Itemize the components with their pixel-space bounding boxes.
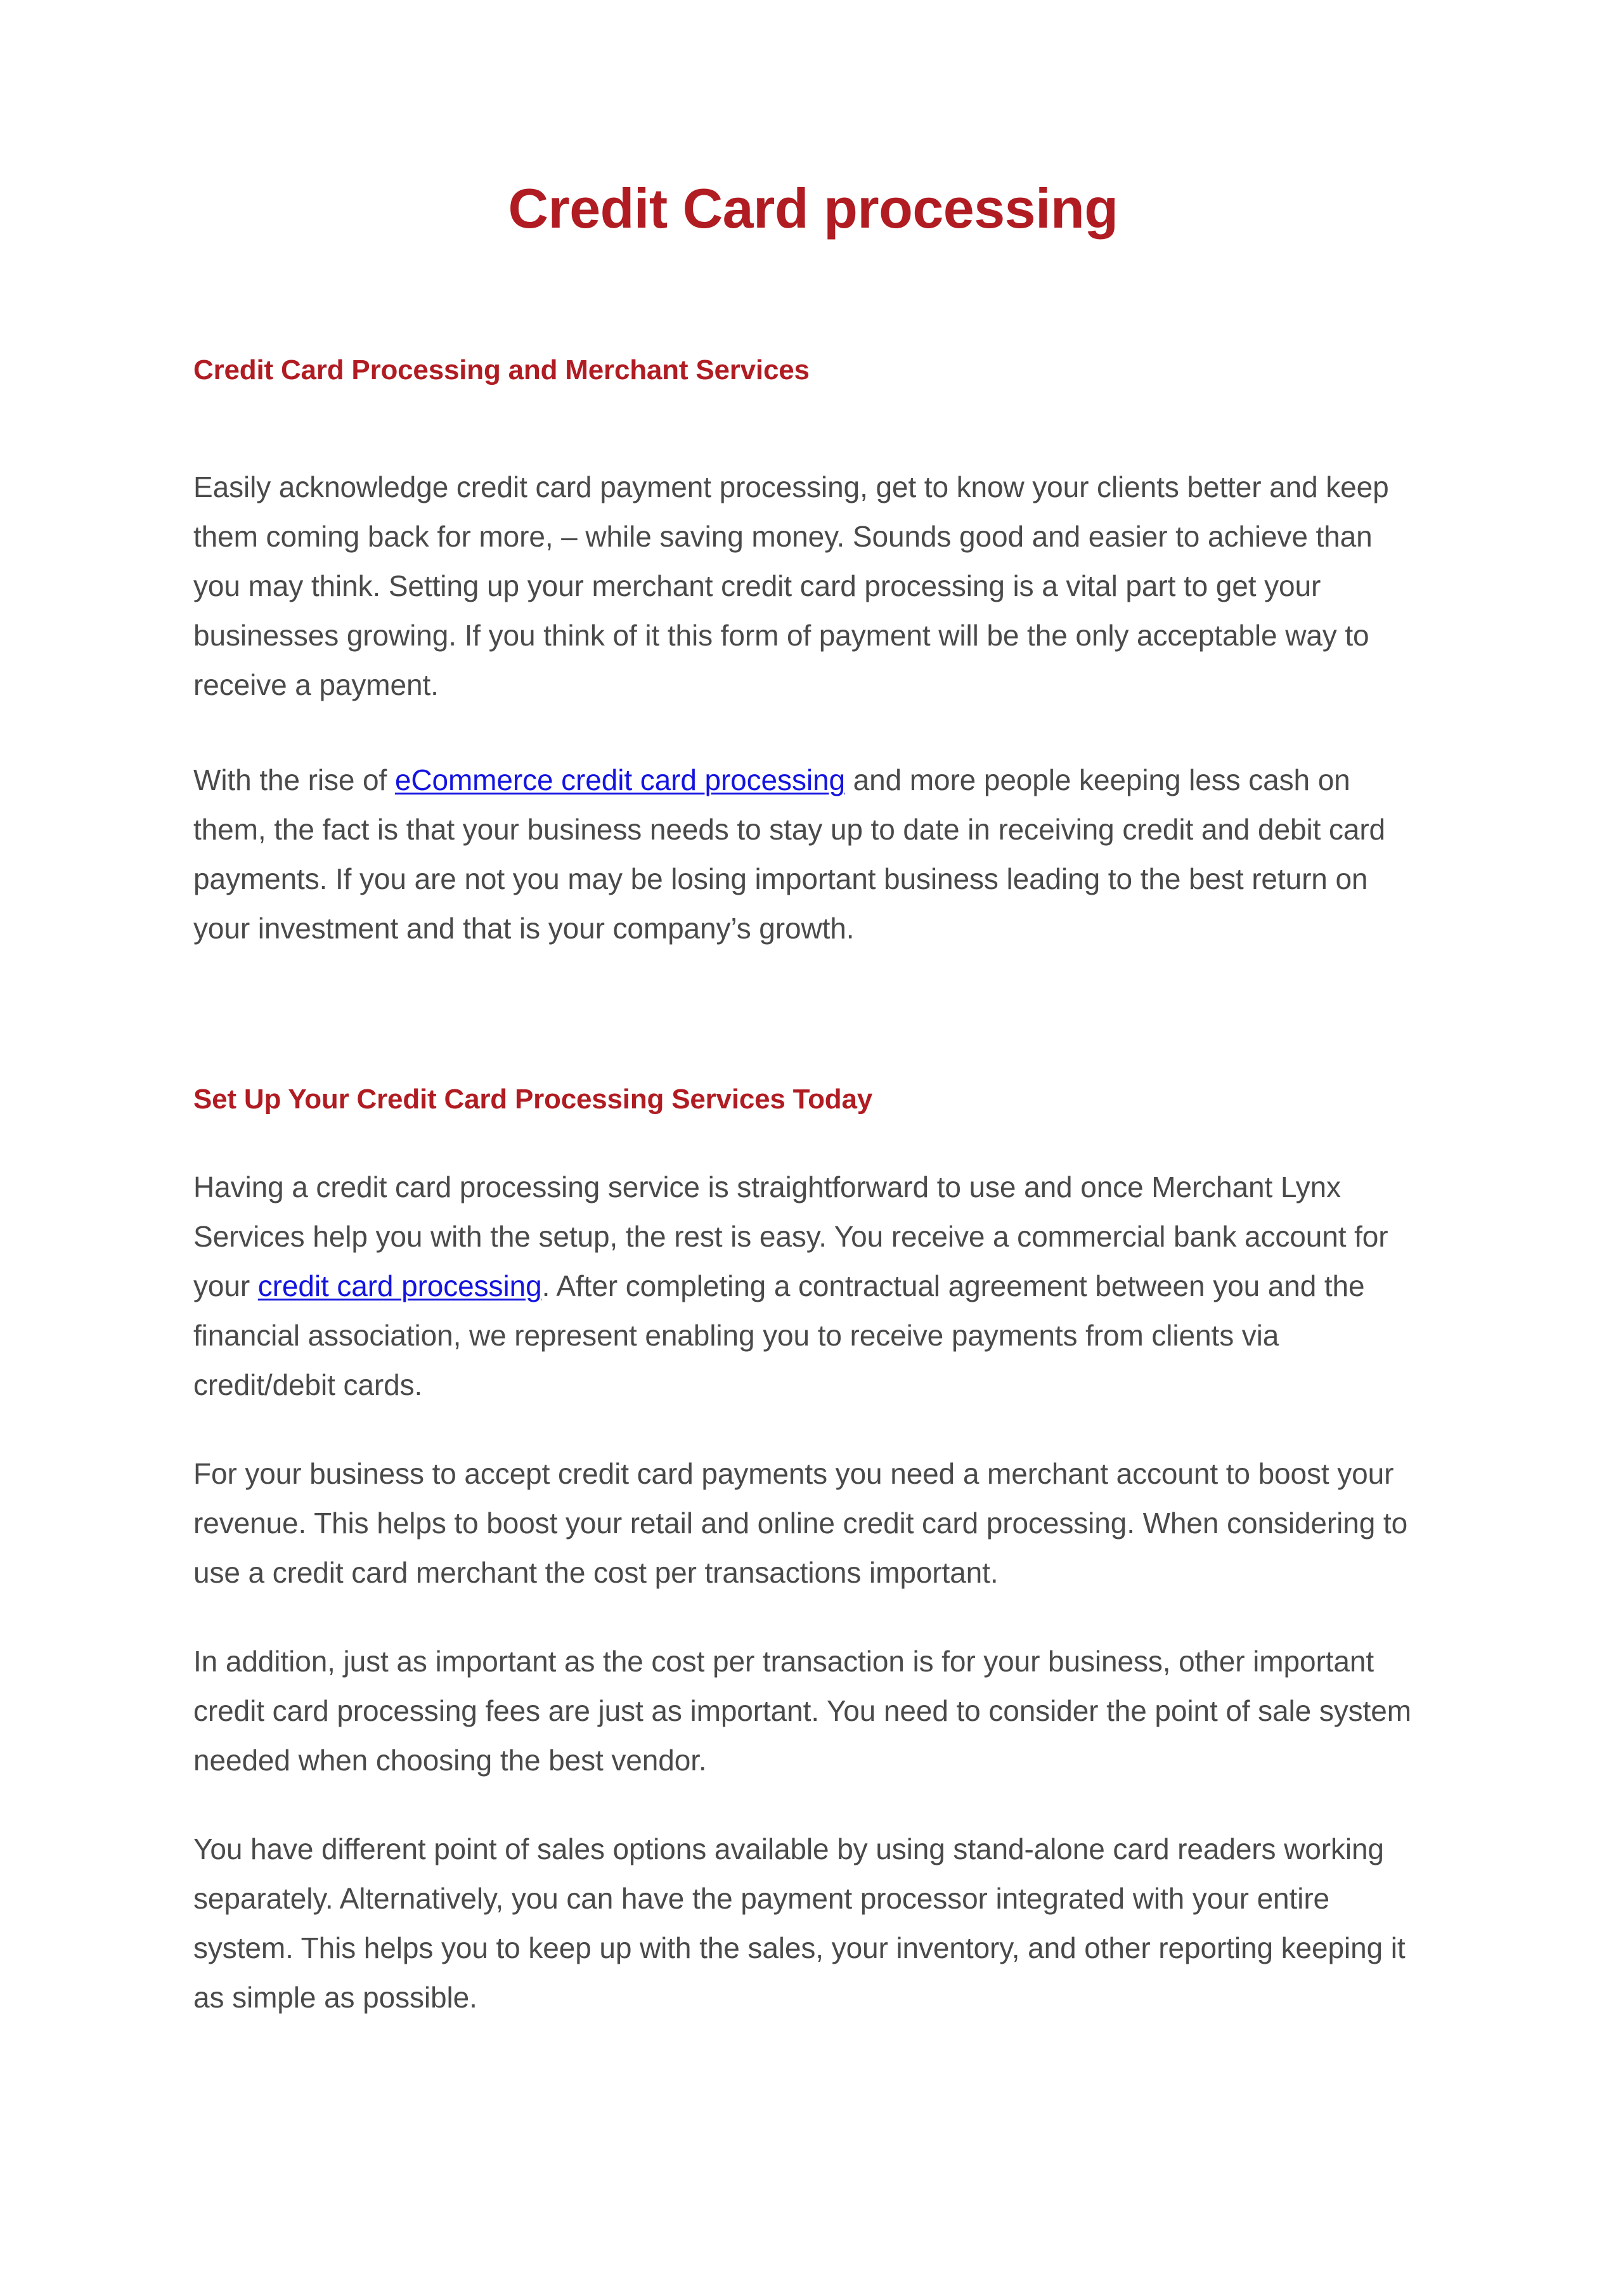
paragraph-with-the-rise xyxy=(193,755,1423,953)
paragraph-text-run: With the rise of xyxy=(193,763,395,796)
paragraph-text-run: Having a credit card processing service is straightforward to use and once Merchant Lynx Services help you with the setup, the rest is easy. You receive a commercial bank account for your xyxy=(193,1170,1388,1302)
section-heading-set-up-today: Set Up Your Credit Card Processing Services Today xyxy=(193,1083,872,1115)
paragraph-text-run: You have different point of sales options available by using stand-alone card readers working separately. Alternatively, you can have the payment processor integrated with your entire system. This helps you to keep up with the sales, your inventory, and other reporting keeping it as simple as possible. xyxy=(193,1832,1406,2014)
paragraph-text-run: Easily acknowledge credit card payment processing, get to know your clients better and keep them coming back for more, – while saving money. Sounds good and easier to achieve than you may think. Setting up your merchant credit card processing is a vital part to get your businesses growing. If you think of it this form of payment will be the only acceptable way to receive a payment. xyxy=(193,470,1389,701)
paragraph-text-run: and more people keeping less cash on them, the fact is that your business needs to stay up to date in receiving credit and debit card payments. If you are not you may be losing important business leading to the best return on your investment and that is your company’s growth. xyxy=(193,763,1386,945)
document-content-column xyxy=(193,0,1433,2022)
paragraph-having-a-service xyxy=(193,1162,1423,1410)
paragraph-text-run: For your business to accept credit card payments you need a merchant account to boost your revenue. This helps to boost your retail and online credit card processing. When considering to use a credit card merchant the cost per transactions important. xyxy=(193,1456,1408,1589)
inline-link[interactable]: credit card processing xyxy=(257,1269,542,1302)
paragraph-point-of-sales-options xyxy=(193,1824,1423,2022)
page-title: Credit Card processing xyxy=(508,177,1118,240)
paragraph-easily-acknowledge xyxy=(193,462,1423,710)
paragraph-merchant-account xyxy=(193,1449,1423,1597)
paragraph-processing-fees xyxy=(193,1637,1423,1785)
paragraph-text-run: In addition, just as important as the cost per transaction is for your business, other important credit card processing fees are just as important. You need to consider the point of sale system needed when choosing the best vendor. xyxy=(193,1644,1411,1777)
section-heading-merchant-services: Credit Card Processing and Merchant Services xyxy=(193,354,810,386)
paragraph-text-run: . After completing a contractual agreement between you and the financial association, we represent enabling you to receive payments from clients via credit/debit cards. xyxy=(193,1269,1365,1401)
inline-link[interactable]: eCommerce credit card processing xyxy=(394,763,845,796)
